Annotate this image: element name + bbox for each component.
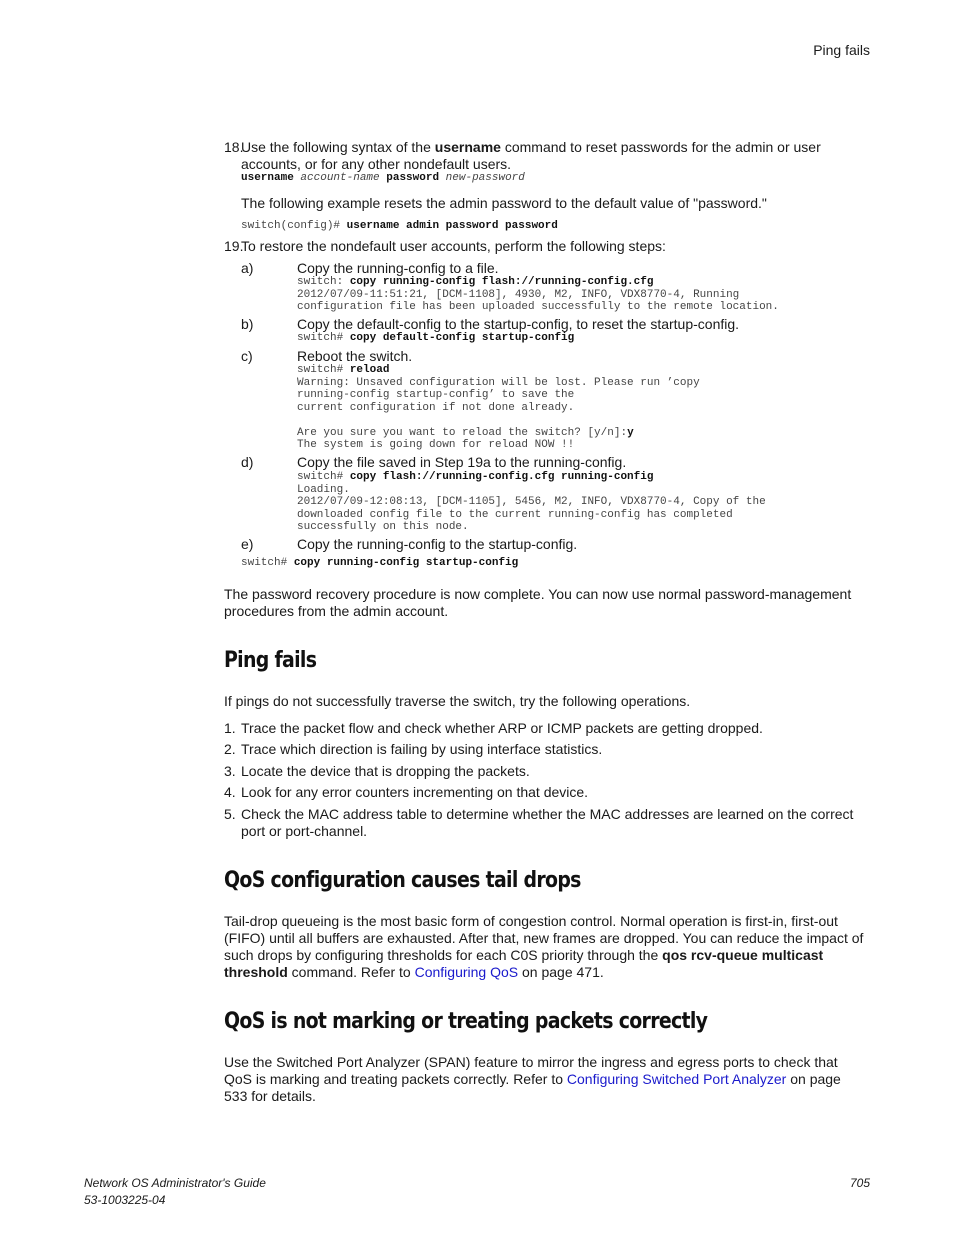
syntax-arg1: account-name — [300, 172, 380, 184]
substep-c-label: c) — [241, 348, 253, 364]
qos-tail-refer: command. Refer to — [287, 964, 415, 980]
footer-doc-number: 53-1003225-04 — [84, 1193, 166, 1207]
example-prompt: switch(config)# — [241, 220, 347, 232]
qos-marking-line2 — [224, 1071, 841, 1088]
step-18-lead: Use the following syntax of the — [241, 139, 435, 155]
ping-item-3-num: 3. — [224, 763, 236, 779]
code-prompt: switch# — [297, 332, 350, 344]
code-output-line: current configuration if not done already. — [297, 401, 575, 414]
ping-intro: If pings do not successfully traverse the switch, try the following operations. — [224, 693, 691, 709]
qos-tail-line2: (FIFO) until all buffers are exhausted. After that, new frames are dropped. You can reduce the impact of — [224, 930, 864, 946]
qos-tail-line3-text: such drops by configuring thresholds for each C0S priority through the — [224, 947, 663, 963]
substep-e-label: e) — [241, 536, 254, 552]
step-18-syntax — [241, 172, 525, 185]
substep-c-text: Reboot the switch. — [297, 348, 413, 364]
configuring-qos-link[interactable]: Configuring QoS — [414, 964, 519, 980]
syntax-cmd: username — [241, 172, 294, 184]
ping-item-5-text-cont: port or port-channel. — [241, 823, 368, 839]
ping-item-4-num: 4. — [224, 784, 236, 800]
code-prompt: switch# — [241, 557, 294, 569]
step-18-example-text: The following example resets the admin password to the default value of "password." — [241, 195, 767, 211]
substep-a-text: Copy the running-config to a file. — [297, 260, 499, 276]
substep-d-code — [297, 471, 766, 534]
qos-tail-line4 — [224, 964, 604, 981]
qos-marking-line3: 533 for details. — [224, 1088, 316, 1104]
code-confirm-output: The system is going down for reload NOW !! — [297, 439, 575, 451]
substep-b-label: b) — [241, 316, 254, 332]
substep-b-code — [297, 332, 574, 345]
code-output-line: Loading. — [297, 483, 350, 496]
substep-c-code — [297, 364, 700, 452]
substep-a-label: a) — [241, 260, 254, 276]
code-output-line: running-config startup-config’ to save the — [297, 389, 575, 401]
section-heading-ping-fails: Ping fails — [224, 648, 317, 673]
step-18-text — [241, 139, 821, 156]
code-cmd: copy flash://running-config.cfg running-config — [349, 471, 654, 483]
code-output-line: downloaded config file to the current running-config has completed — [297, 508, 733, 521]
qos-marking-text: QoS is marking and treating packets correctly. Refer to — [224, 1071, 567, 1087]
step-18-tail: command to reset passwords for the admin or user — [500, 139, 821, 155]
configuring-span-link[interactable]: Configuring Switched Port Analyzer — [566, 1071, 787, 1087]
substep-a-code — [297, 276, 779, 314]
ping-item-2-num: 2. — [224, 741, 236, 757]
section-heading-qos-marking: QoS is not marking or treating packets correctly — [224, 1009, 708, 1034]
ping-item-3-text: Locate the device that is dropping the packets. — [241, 763, 530, 779]
ping-item-5-num: 5. — [224, 806, 236, 822]
ping-item-1-text: Trace the packet flow and check whether ARP or ICMP packets are getting dropped. — [241, 720, 763, 736]
step-18-line2: accounts, or for any other nondefault users. — [241, 156, 512, 172]
qos-tail-command-cont: threshold — [224, 964, 288, 980]
code-output-line: 2012/07/09-12:08:13, [DCM-1105], 5456, M2, INFO, VDX8770-4, Copy of the — [297, 496, 766, 508]
code-cmd: reload — [349, 364, 390, 376]
code-output-line: 2012/07/09-11:51:21, [DCM-1108], 4930, M2, INFO, VDX8770-4, Running — [297, 288, 740, 301]
code-prompt: switch# — [297, 364, 350, 376]
substep-e-text: Copy the running-config to the startup-config. — [297, 536, 578, 552]
step-19-text: To restore the nondefault user accounts, perform the following steps: — [241, 238, 666, 254]
qos-tail-line3 — [224, 947, 823, 964]
code-confirm-prompt: Are you sure you want to reload the switch? [y/n]: — [297, 426, 628, 439]
substep-d-text: Copy the file saved in Step 19a to the running-config. — [297, 454, 627, 470]
qos-tail-line1: Tail-drop queueing is the most basic form of congestion control. Normal operation is first-in, first-out — [224, 913, 838, 929]
step-18-bold: username — [434, 139, 501, 155]
code-output-line: successfully on this node. — [297, 521, 469, 533]
code-cmd: copy running-config flash://running-config.cfg — [349, 276, 654, 288]
qos-marking-page: on page — [786, 1071, 841, 1087]
ping-item-2-text: Trace which direction is failing by using interface statistics. — [241, 741, 603, 757]
qos-marking-line1: Use the Switched Port Analyzer (SPAN) feature to mirror the ingress and egress ports to check that — [224, 1054, 838, 1070]
code-prompt: switch# — [297, 471, 350, 483]
closing-paragraph-line2: procedures from the admin account. — [224, 603, 449, 619]
syntax-arg2: new-password — [445, 172, 525, 184]
qos-tail-page-ref: on page 471. — [518, 964, 604, 980]
example-cmd: username admin password password — [346, 220, 558, 232]
code-prompt: switch: — [297, 276, 350, 288]
section-heading-qos-tail-drops: QoS configuration causes tail drops — [224, 868, 581, 893]
substep-b-text: Copy the default-config to the startup-config, to reset the startup-config. — [297, 316, 740, 332]
code-cmd: copy running-config startup-config — [293, 557, 519, 569]
closing-paragraph-line1: The password recovery procedure is now complete. You can now use normal password-management — [224, 586, 852, 602]
code-cmd: copy default-config startup-config — [349, 332, 575, 344]
running-header: Ping fails — [813, 42, 870, 58]
syntax-kw: password — [386, 172, 440, 184]
step-19-number: 19. — [224, 238, 244, 254]
substep-e-code — [241, 557, 518, 570]
code-output-line: Warning: Unsaved configuration will be lost. Please run ’copy — [297, 376, 700, 389]
ping-item-5-text: Check the MAC address table to determine whether the MAC addresses are learned on the correct — [241, 806, 854, 822]
ping-item-1-num: 1. — [224, 720, 236, 736]
code-output-line: configuration file has been uploaded successfully to the remote location. — [297, 301, 779, 313]
footer-page-number: 705 — [849, 1176, 870, 1190]
ping-item-4-text: Look for any error counters incrementing on that device. — [241, 784, 589, 800]
substep-d-label: d) — [241, 454, 254, 470]
step-18-example-code — [241, 220, 558, 233]
step-18-number: 18. — [224, 139, 244, 155]
qos-tail-command: qos rcv-queue multicast — [662, 947, 824, 963]
code-confirm-answer: y — [627, 426, 634, 439]
footer-doc-title: Network OS Administrator's Guide — [84, 1176, 266, 1190]
